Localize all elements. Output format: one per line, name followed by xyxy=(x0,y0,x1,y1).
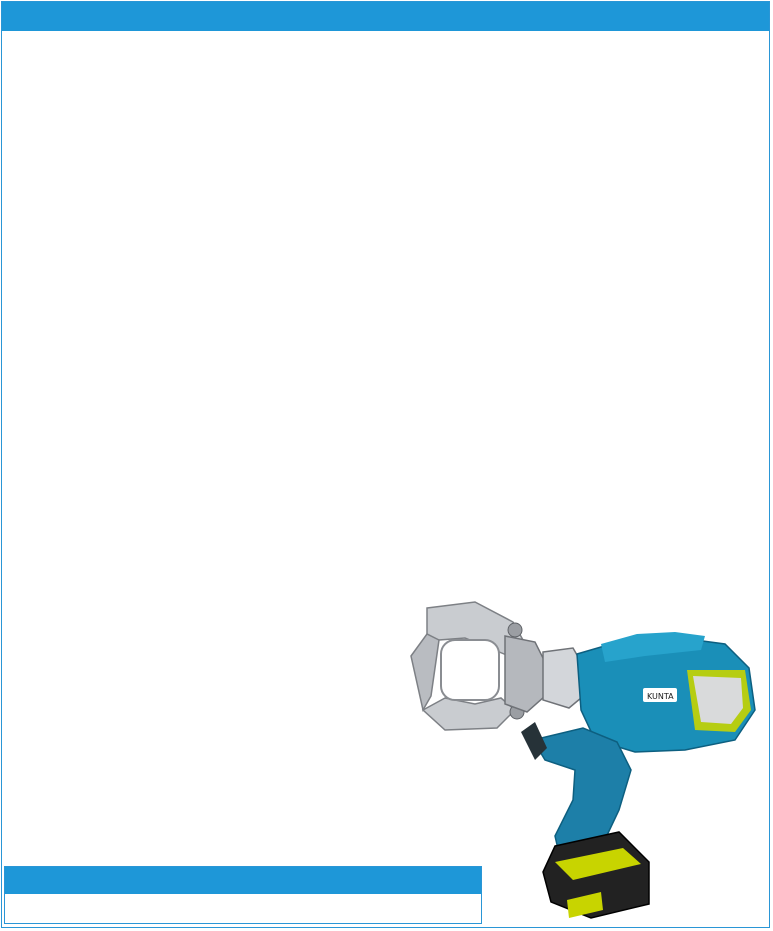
tool-body xyxy=(577,632,755,752)
brand-badge-text: KUNTA xyxy=(647,692,674,701)
page-title xyxy=(2,2,769,31)
tool-battery xyxy=(543,832,649,918)
crimping-tool-image xyxy=(405,600,773,925)
tool-jaw xyxy=(411,602,581,730)
